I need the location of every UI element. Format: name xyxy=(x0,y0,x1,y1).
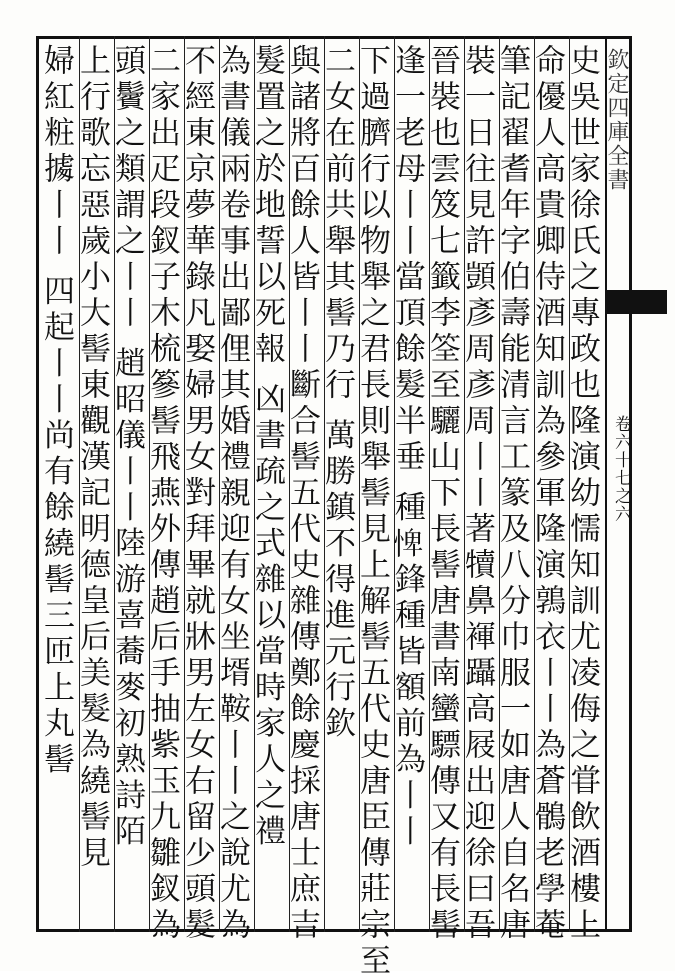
text-column: 命優人高貴卿侍酒知訓為參軍隆演鶉衣丨丨為蒼鶻老學菴 xyxy=(529,44,565,944)
text-column: 逢一老母丨丨當頂餘髮半垂 種𢛞鋒種皆額前為丨丨 xyxy=(389,44,425,851)
text-column: 裝一日往見許顗彥周彥周丨丨著犢鼻褌躡高屐出迎徐曰吾 xyxy=(459,44,495,944)
margin-volume-label: 卷六十七之六 xyxy=(611,415,631,523)
text-column: 下過臍行以物舉之君長則舉髻見上解髻五代史唐臣傳莊宗至 xyxy=(354,44,390,980)
text-column: 為書儀兩卷事出鄙俚其婚禮親迎有女坐壻鞍丨丨之說尤為 xyxy=(214,44,250,944)
text-column: 二女在前共舉其髻乃行 萬勝鎮不得進元行欽 xyxy=(319,44,355,743)
margin-title: 欽定四庫全書 xyxy=(604,48,629,192)
text-column: 與諸將百餘人皆丨丨斷合髻五代史雜傳鄭餘慶採唐士庶吉 xyxy=(284,44,320,944)
text-column: 史吳世家徐氏之專政也隆演幼懦知訓尤凌侮之甞飲酒樓上 xyxy=(564,44,600,944)
text-column: 筆記翟耆年字伯壽能清言工篆及八分巾服一如唐人自名唐 xyxy=(494,44,530,944)
text-column: 晉裝也雲笈七籤李筌至驪山下長髻唐書南蠻驃傳又有長髻 xyxy=(424,44,460,944)
text-column: 上行歌忘惡歲小大髻東觀漢記明德皇后美髮為繞髻見 xyxy=(74,44,110,872)
fishtail-mark xyxy=(605,290,667,314)
text-column: 二家出疋段釵子木梳篸髻飛燕外傳趙后手抽紫玉九雛釵為 xyxy=(144,44,180,944)
text-column: 不經東京夢華錄凡娶婦男女對拜畢就牀男左女右留少頭髮 xyxy=(179,44,215,944)
text-column: 頭鬢之類謂之丨丨 趙昭儀丨丨陸游喜蕎麥初熟詩陌 xyxy=(109,44,145,851)
text-column: 婦紅粧㩀丨丨 四起丨丨尚有餘繞髻三匝上丸髻 xyxy=(38,44,74,779)
text-column: 髮置之於地誓以死報 凶書疏之式雜以當時家人之禮 xyxy=(249,44,285,851)
